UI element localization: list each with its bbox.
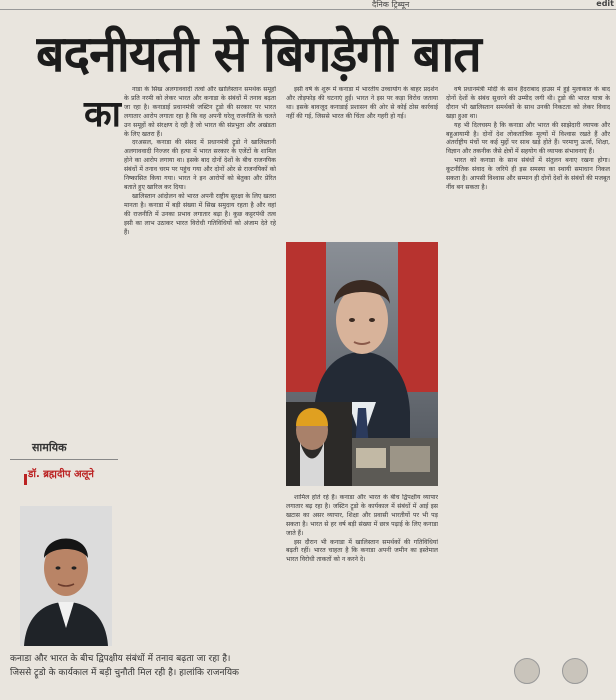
author-accent-bar bbox=[24, 474, 27, 485]
paragraph: यह भी दिलचस्प है कि कनाडा और भारत की साझेदारी व्यापक और बहुआयामी है। दोनों देश लोकतांत्रिक मूल्यों में विश्वास रखते हैं और अंतर्राष्ट्रीय मंचों पर कई मुद्दों पर साथ खड़े होते हैं। परमाणु ऊर्जा, शिक्षा, विज्ञान और तकनीक जैसे क्षेत्रों में सहयोग की व्यापक संभावनाएं हैं। bbox=[446, 121, 610, 156]
emblem-icon bbox=[514, 658, 540, 684]
author-portrait bbox=[20, 506, 112, 646]
paragraph: इसी वर्ष के शुरू में कनाडा में भारतीय उच्चायोग के बाहर प्रदर्शन और तोड़फोड़ की घटनाएं हुईं। भारत ने इस पर कड़ा विरोध जताया था। इसके बावजूद कनाडाई प्रशासन की ओर से कोई ठोस कार्रवाई नहीं की गई, जिससे भारत की चिंता और गहरी हो गई। bbox=[286, 86, 438, 120]
header-rule bbox=[0, 9, 616, 10]
edition-label: edit bbox=[596, 0, 614, 8]
paragraph: शामिल होते रहे हैं। कनाडा और भारत के बीच द्विपक्षीय व्यापार लगातार बढ़ रहा है। जस्टिन ट्रूडो के कार्यकाल में संबंधों में आई इस खटास का असर व्यापार, शिक्षा और प्रवासी भारतीयों पर भी पड़ सकता है। भारत से हर वर्ष बड़ी संख्या में छात्र पढ़ाई के लिए कनाडा जाते हैं। bbox=[286, 494, 438, 537]
emblem-icon bbox=[562, 658, 588, 684]
author-name: डॉ. ब्रह्मदीप अलूने bbox=[28, 469, 94, 480]
text-line: जिससे ट्रूडो के कार्यकाल में बड़ी चुनौती मिल रही है। हालांकि राजनयिक bbox=[10, 668, 239, 678]
paragraph: वर्ष प्रधानमंत्री मोदी के साथ हैदराबाद हाउस में हुई मुलाकात के बाद दोनों देशों के संबंध सुधरने की उम्मीद जगी थी। ट्रूडो की भारत यात्रा के दौरान भी खालिस्तान समर्थकों के साथ उनकी निकटता को लेकर विवाद खड़ा हुआ था। bbox=[446, 86, 610, 120]
paragraph: दरअसल, कनाडा की संसद में प्रधानमंत्री ट्रूडो ने खालिस्तानी अलगाववादी निज्जर की हत्या में भारत सरकार के एजेंटों के शामिल होने का आरोप लगाया था। इसके बाद दोनों देशों के बीच राजनयिक संबंधों में तनाव चरम पर पहुंच गया और दोनों ओर से राजनयिकों को निष्कासित किया गया। भारत ने इन आरोपों को बेतुका और प्रेरित बताते हुए खारिज कर दिया। bbox=[124, 139, 276, 191]
article-column-2-top bbox=[286, 86, 438, 234]
article-column-1 bbox=[124, 86, 276, 634]
footer-emblems bbox=[462, 654, 612, 698]
top-bar bbox=[0, 0, 616, 10]
article-column-2-bottom bbox=[286, 494, 438, 644]
news-photo bbox=[286, 242, 438, 486]
paragraph: खालिस्तान आंदोलन को भारत अपनी राष्ट्रीय सुरक्षा के लिए खतरा मानता है। कनाडा में बड़ी संख्या में सिख समुदाय रहता है और वहां की राजनीति में उनका प्रभाव लगातार बढ़ा है। कुछ कट्टरपंथी तत्व इसी का लाभ उठाकर भारत विरोधी गतिविधियों को अंजाम देते रहे हैं। bbox=[124, 192, 276, 236]
text-line: कनाडा और भारत के बीच द्विपक्षीय संबंधों में तनाव बढ़ता जा रहा है। bbox=[10, 654, 231, 664]
masthead: दैनिक ट्रिब्यून bbox=[372, 0, 410, 9]
dropcap: का bbox=[84, 94, 121, 135]
article-column-3 bbox=[446, 86, 610, 646]
headline: बदनीयती से बिगड़ेगी बात bbox=[36, 25, 481, 82]
paragraph: भारत को कनाडा के साथ संबंधों में संतुलन बनाए रखना होगा। कूटनीतिक संवाद के जरिये ही इस समस्या का स्थायी समाधान निकल सकता है। आपसी विश्वास और सम्मान ही दोनों देशों के संबंधों की मजबूत नींव बन सकता है। bbox=[446, 157, 610, 191]
columnist-box bbox=[10, 440, 118, 650]
divider bbox=[10, 459, 118, 460]
paragraph: इस दौरान भी कनाडा में खालिस्तान समर्थकों की गतिविधियां बढ़ती रहीं। भारत चाहता है कि कनाडा अपनी जमीन का इस्तेमाल भारत विरोधी ताकतों को न करने दे। bbox=[286, 538, 438, 564]
bottom-text-strip bbox=[10, 652, 430, 700]
paragraph: नाडा के सिख अलगाववादी तत्वों और खालिस्तान समर्थक समूहों के प्रति नरमी को लेकर भारत और कनाडा के संबंधों में तनाव बढ़ता जा रहा है। कनाडाई प्रधानमंत्री जस्टिन ट्रूडो की सरकार पर भारत लगातार आरोप लगाता रहा है कि वह अपनी घरेलू राजनीति के चलते उन समूहों को संरक्षण दे रही है जो भारत की संप्रभुता और अखंडता के लिए खतरा हैं। bbox=[124, 86, 276, 138]
column-label: सामयिक bbox=[32, 441, 67, 454]
